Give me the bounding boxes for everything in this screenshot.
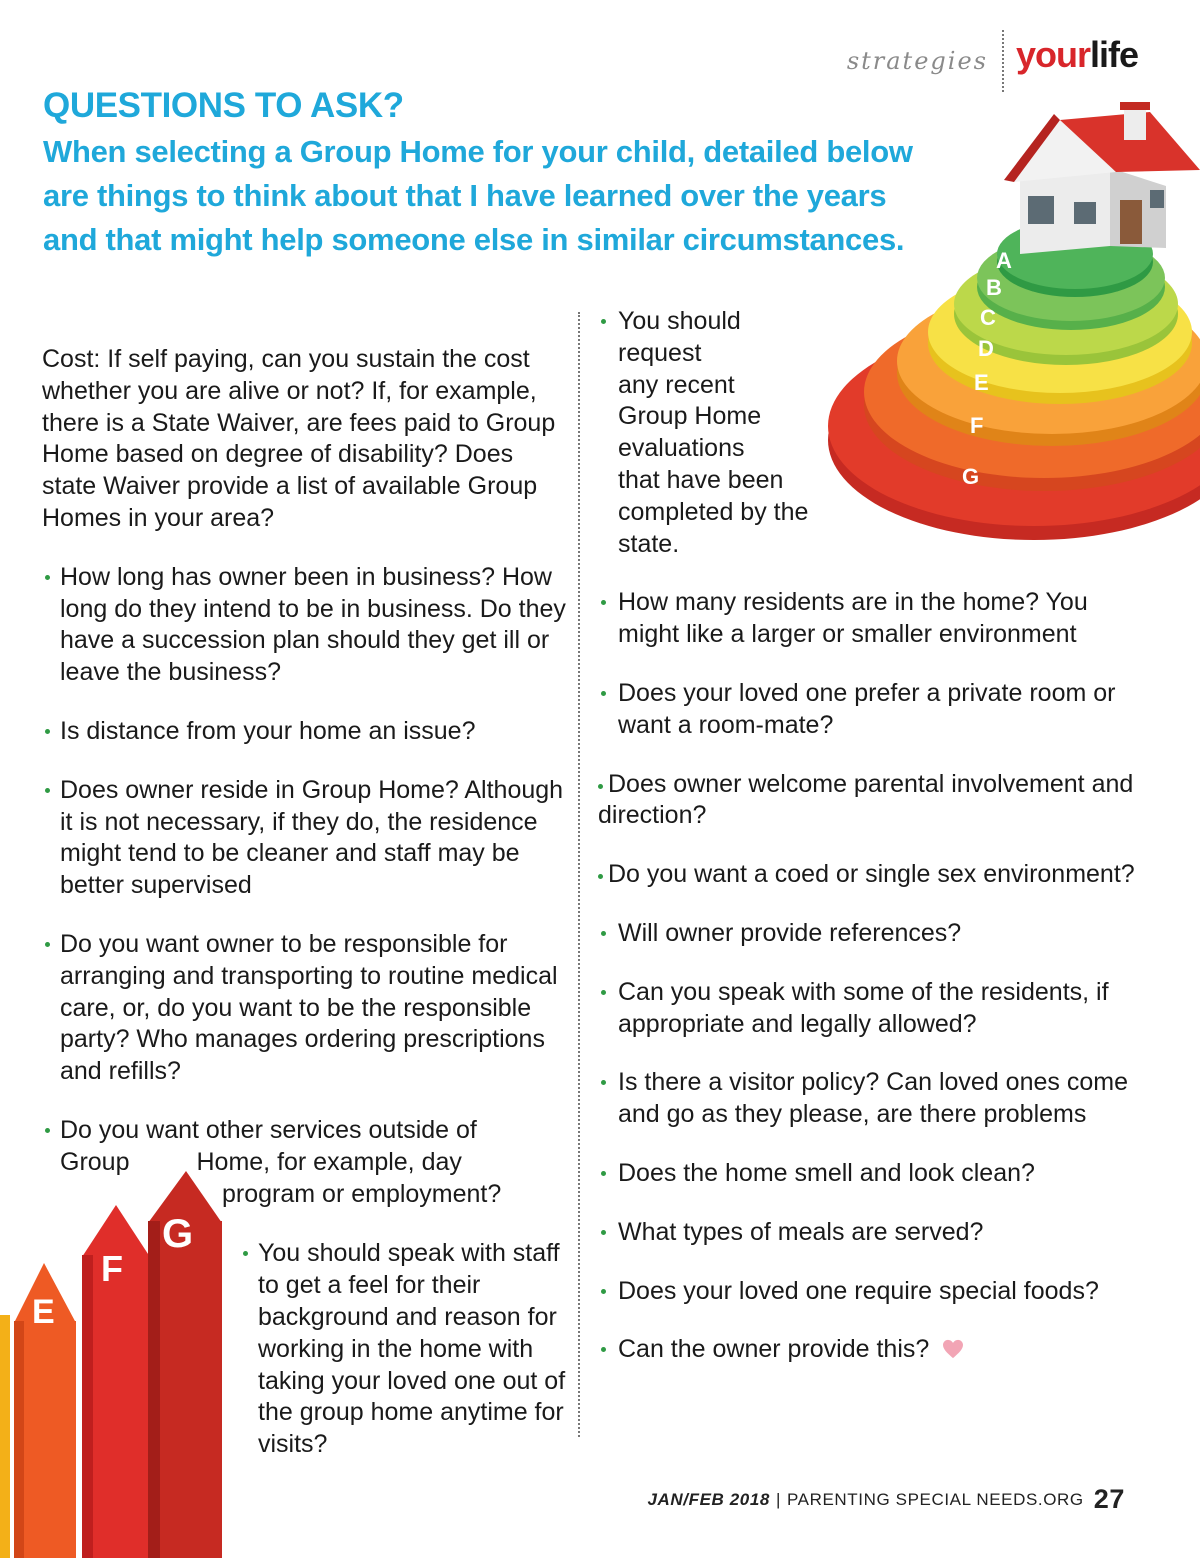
- list-item: [598, 769, 1146, 833]
- list-item: [598, 1276, 1146, 1308]
- services-line-2b: Home, for example, day: [196, 1147, 462, 1176]
- list-item-text: Is distance from your home an issue?: [60, 716, 476, 745]
- section-header: [847, 30, 1138, 92]
- list-item: [42, 775, 567, 902]
- list-item: [42, 929, 567, 1088]
- bullet-dot: [601, 691, 606, 696]
- bullet-dot: [601, 600, 606, 605]
- list-item: [598, 1067, 1146, 1131]
- list-item-text: Does owner welcome parental involvement and direction?: [598, 769, 1134, 830]
- brand-logo: [1004, 30, 1138, 80]
- bullet-dot: [45, 1128, 50, 1133]
- bullet-dot: [45, 942, 50, 947]
- page-title: QUESTIONS TO ASK?: [43, 86, 404, 125]
- bullet-dot: [45, 729, 50, 734]
- list-item-staff: [240, 1238, 573, 1461]
- services-line-2a: Group: [60, 1147, 130, 1176]
- list-item-text: Does your loved one prefer a private room or want a room-mate?: [618, 678, 1116, 739]
- ring-letter-e: E: [974, 370, 989, 395]
- list-item: [598, 918, 1146, 950]
- bullet-dot: [45, 788, 50, 793]
- arrow-stub: [0, 1315, 10, 1558]
- bullet-dot: [598, 874, 603, 879]
- list-item: [598, 1217, 1146, 1249]
- bullet-dot: [45, 575, 50, 580]
- house-icon: [1004, 102, 1200, 254]
- list-item: [598, 977, 1146, 1041]
- right-column: [598, 306, 1146, 1393]
- list-item: [42, 716, 567, 748]
- ring-letter-d: D: [978, 336, 994, 361]
- issue-date: JAN/FEB 2018: [647, 1490, 770, 1509]
- list-item-services: [42, 1115, 567, 1210]
- list-item-text: How long has owner been in business? How long do they intend to be in business. Do they have a succession plan should they get ill or leave the business?: [60, 562, 566, 687]
- bullet-dot: [243, 1251, 248, 1256]
- bullet-dot: [601, 931, 606, 936]
- list-item-text: Is there a visitor policy? Can loved ones come and go as they please, are there problems: [618, 1068, 1128, 1129]
- bullet-dot: [601, 319, 606, 324]
- brand-your: your: [1015, 34, 1090, 75]
- list-item-text: Do you want a coed or single sex environment?: [608, 860, 1135, 889]
- list-item: [598, 678, 1146, 742]
- bullet-dot: [598, 784, 603, 789]
- list-item: [598, 859, 1146, 891]
- list-item-text: Can the owner provide this?: [618, 1335, 930, 1364]
- list-item: [598, 587, 1146, 651]
- ring-letter-c: C: [980, 305, 996, 330]
- services-line-3: program or employment?: [222, 1179, 502, 1208]
- list-item-text: You should speak with staff to get a feel for their background and reason for working in the home with taking your loved one out of the group home anytime for visits?: [258, 1239, 566, 1459]
- bullet-dot: [601, 1289, 606, 1294]
- cost-paragraph: Cost: If self paying, can you sustain the cost whether you are alive or not? If, for example, there is a State Waiver, are fees paid to Group Home based on degree of disability? Does state Waiver provide a list of available Group Homes in your area?: [42, 345, 556, 532]
- ring-letter-g: G: [962, 464, 980, 489]
- list-item-request: [598, 306, 858, 560]
- bullet-dot: [601, 1347, 606, 1352]
- list-item-text: What types of meals are served?: [618, 1217, 984, 1246]
- ring-letter-f: F: [970, 413, 984, 438]
- list-item-text: Does the home smell and look clean?: [618, 1158, 1035, 1187]
- arrow-letter-e: E: [32, 1293, 55, 1331]
- bullet-dot: [601, 990, 606, 995]
- list-item-text: Does your loved one require special foods?: [618, 1276, 1099, 1305]
- arrow-letter-f: F: [101, 1248, 123, 1289]
- site-name: PARENTING SPECIAL NEEDS.ORG: [787, 1490, 1084, 1509]
- ring-letter-b: B: [986, 275, 1002, 300]
- list-item-text: You should request any recent Group Home evaluations that have been completed by the state.: [618, 307, 809, 558]
- bullet-dot: [601, 1171, 606, 1176]
- list-item-text: Does owner reside in Group Home? Although it is not necessary, if they do, the residence might tend to be cleaner and staff may be better supervised: [60, 775, 564, 900]
- ring-letter-a: A: [996, 248, 1012, 273]
- list-item-text: Can you speak with some of the residents, if appropriate and legally allowed?: [618, 977, 1109, 1038]
- bullet-dot: [601, 1230, 606, 1235]
- list-item-text: How many residents are in the home? You might like a larger or smaller environment: [618, 588, 1088, 649]
- page-subtitle: When selecting a Group Home for your child, detailed below are things to think about that I have learned over the years and that might help someone else in similar circumstances.: [43, 134, 913, 257]
- list-item: [42, 562, 567, 689]
- list-item-text: Do you want owner to be responsible for arranging and transporting to routine medical care, or, do you want to be the responsible party? Who manages ordering prescriptions and refills?: [60, 929, 558, 1086]
- list-item-text: Will owner provide references?: [618, 918, 962, 947]
- column-divider: [578, 312, 580, 1437]
- left-column: [42, 344, 567, 1488]
- heart-icon: [942, 1339, 964, 1359]
- section-label: strategies: [847, 30, 1004, 92]
- services-line-1: Do you want other services outside of: [60, 1115, 477, 1144]
- page-number: 27: [1093, 1484, 1125, 1514]
- brand-life: life: [1089, 34, 1138, 75]
- list-item: [598, 1158, 1146, 1190]
- footer-separator: |: [775, 1490, 781, 1509]
- arrow-letter-g: G: [162, 1212, 194, 1256]
- bullet-dot: [601, 1080, 606, 1085]
- page-footer: [647, 1484, 1125, 1515]
- list-item-last: [598, 1334, 1146, 1366]
- services-line-2: [60, 1147, 567, 1179]
